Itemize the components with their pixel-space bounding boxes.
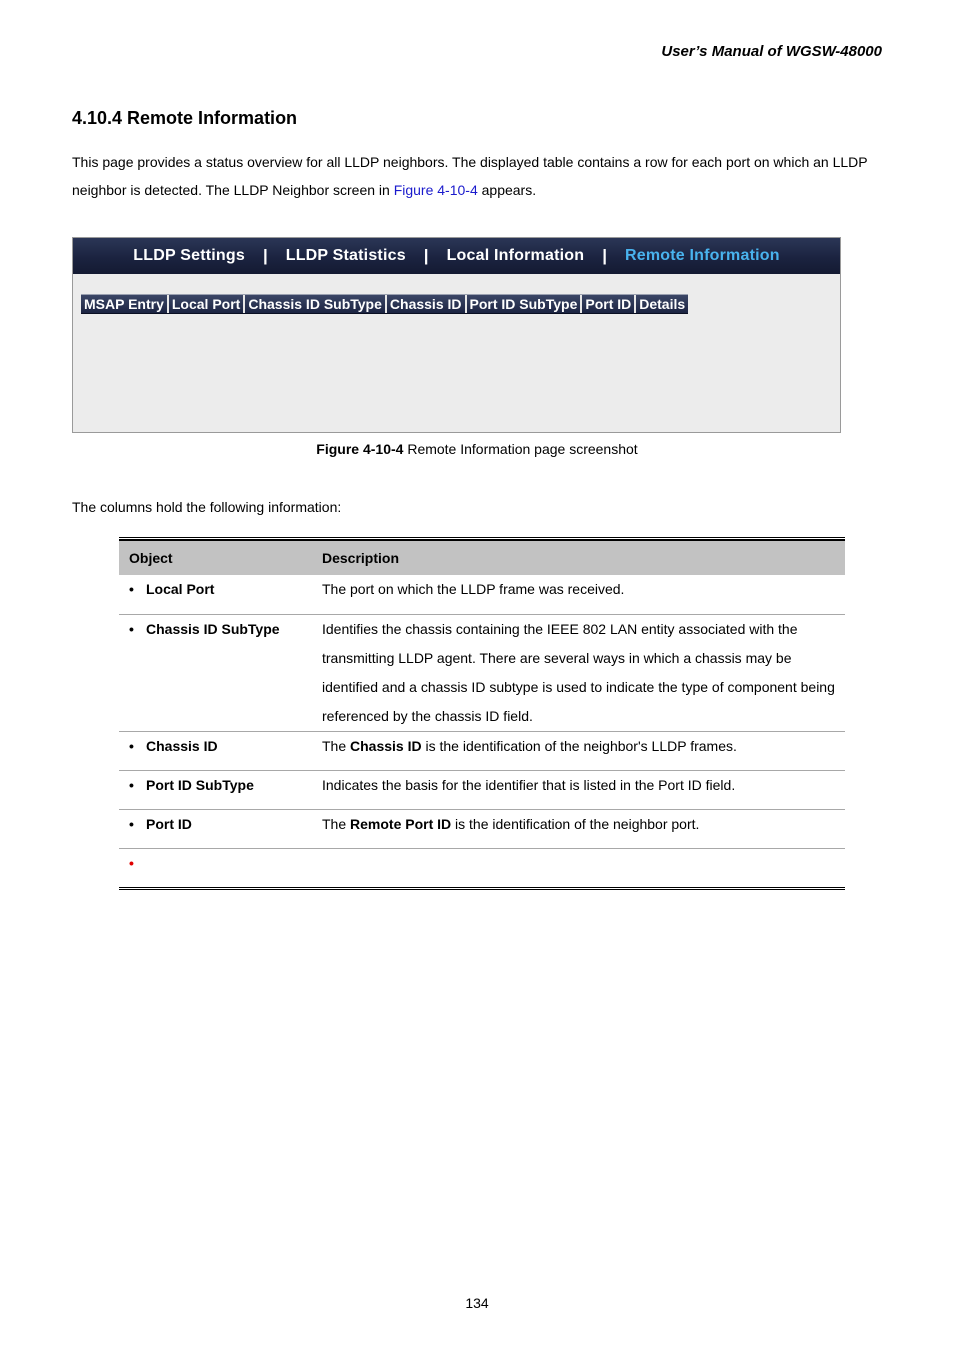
column-port-id-subtype: Port ID SubType	[467, 295, 583, 313]
bullet-icon: •	[129, 855, 134, 871]
intro-text-end: appears.	[477, 182, 537, 198]
tab-lldp-settings[interactable]: LLDP Settings	[133, 247, 245, 264]
figure-caption-text: Remote Information page screenshot	[403, 441, 638, 457]
intro-text: This page provides a status overview for all LLDP neighbors. The displayed table contains a row for each port on which an LLDP neighbor is detected. The LLDP Neighbor screen in	[72, 154, 868, 198]
remote-table-header	[81, 294, 688, 314]
tab-separator: |	[262, 246, 268, 265]
tab-separator: |	[602, 246, 607, 265]
description-text: The	[322, 738, 351, 754]
page-number: 134	[465, 1295, 489, 1311]
column-details: Details	[636, 295, 688, 313]
object-name: Local Port	[146, 581, 215, 597]
object-cell	[119, 849, 312, 887]
object-cell	[119, 732, 312, 770]
figure-caption	[0, 441, 954, 457]
table-row	[119, 810, 845, 849]
object-cell	[119, 771, 312, 809]
figure-link[interactable]: Figure 4-10-4	[393, 182, 478, 198]
header-description: Description	[322, 550, 400, 566]
table-row-empty	[119, 849, 845, 887]
bullet-icon: •	[129, 777, 134, 793]
object-cell	[119, 575, 312, 614]
object-cell	[119, 615, 312, 731]
column-msap-entry: MSAP Entry	[81, 295, 169, 313]
description-cell: The port on which the LLDP frame was received.	[322, 581, 625, 597]
object-name: Chassis ID	[146, 738, 218, 754]
bullet-icon: •	[129, 581, 134, 597]
bullet-icon: •	[129, 738, 134, 754]
section-title: 4.10.4 Remote Information	[72, 108, 298, 128]
bullet-icon: •	[129, 816, 134, 832]
tab-lldp-statistics[interactable]: LLDP Statistics	[285, 247, 406, 264]
object-description-table	[119, 537, 845, 890]
object-name: Port ID	[146, 816, 192, 832]
lldp-tab-bar	[73, 238, 840, 274]
description-text: is the identification of the neighbor port.	[451, 816, 700, 832]
table-row	[119, 771, 845, 810]
column-local-port: Local Port	[169, 295, 245, 313]
table-row	[119, 732, 845, 771]
figure-label: Figure 4-10-4	[316, 441, 404, 457]
object-name: Port ID SubType	[146, 777, 254, 793]
column-chassis-id-subtype: Chassis ID SubType	[245, 295, 387, 313]
column-chassis-id: Chassis ID	[387, 295, 467, 313]
manual-title: User’s Manual of WGSW-48000	[661, 43, 882, 60]
tab-local-information[interactable]: Local Information	[446, 247, 585, 264]
header-object: Object	[129, 550, 173, 566]
description-cell: Indicates the basis for the identifier that is listed in the Port ID field.	[322, 777, 736, 793]
table-row	[119, 575, 845, 615]
description-cell	[312, 849, 845, 887]
description-text: is the identification of the neighbor's LLDP frames.	[421, 738, 737, 754]
description-cell	[312, 732, 845, 770]
object-cell	[119, 810, 312, 848]
description-cell: Identifies the chassis containing the IEEE 802 LAN entity associated with the transmitting LLDP agent. There are several ways in which a chassis may be identified and a chassis ID subtype is used to indicate the type of component being referenced by the chassis ID field.	[322, 621, 835, 724]
column-port-id: Port ID	[582, 295, 636, 313]
table-header	[119, 540, 845, 575]
columns-intro: The columns hold the following information:	[72, 499, 342, 515]
remote-information-screenshot	[72, 237, 841, 433]
tab-separator: |	[423, 246, 429, 265]
object-name: Chassis ID SubType	[146, 621, 280, 637]
intro-paragraph	[72, 148, 872, 204]
description-bold: Chassis ID	[350, 738, 422, 754]
description-bold: Remote Port ID	[350, 816, 452, 832]
table-row	[119, 615, 845, 732]
tab-remote-information[interactable]: Remote Information	[624, 247, 780, 264]
bullet-icon: •	[129, 621, 134, 637]
table-bottom-rule	[119, 887, 845, 890]
description-cell	[312, 810, 845, 848]
description-text: The	[322, 816, 351, 832]
